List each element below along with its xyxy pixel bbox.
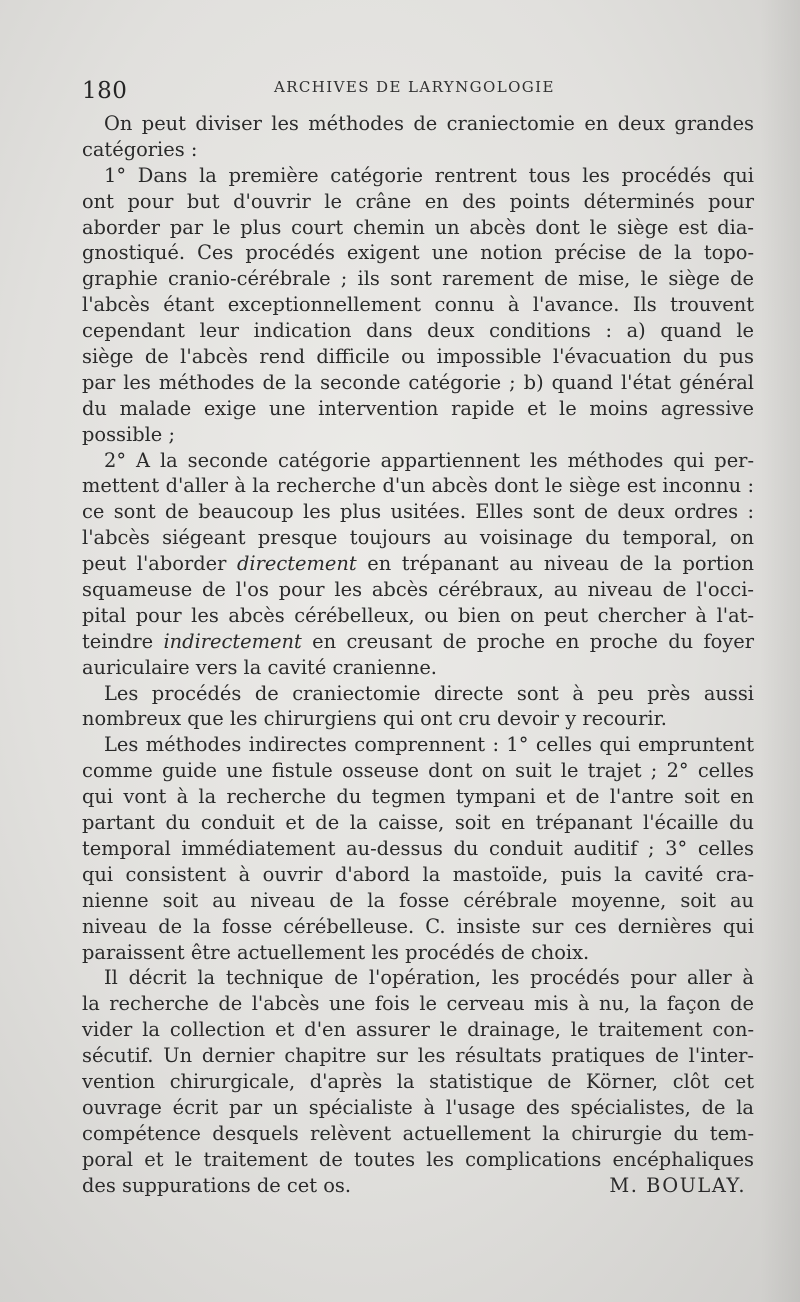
text-line: squameuse de l'os pour les abcès cérébraux, au niveau de l'occi- <box>82 578 754 602</box>
text-fragment: en creusant de proche en proche du foyer <box>312 629 754 653</box>
page-edge-shadow <box>760 0 800 1302</box>
text-line: paraissent être actuellement les procédés de choix. <box>82 940 590 964</box>
text-line: graphie cranio-cérébrale ; ils sont rarement de mise, le siège de <box>82 267 754 291</box>
text-line: aborder par le plus court chemin un abcès dont le siège est dia- <box>82 215 754 239</box>
text-line <box>82 1173 754 1199</box>
text-line: auriculaire vers la cavité cranienne. <box>82 655 437 679</box>
text-line: possible ; <box>82 422 175 446</box>
text-line: du malade exige une intervention rapide et le moins agressive <box>82 396 754 420</box>
text-line: ont pour but d'ouvrir le crâne en des points déterminés pour <box>82 189 754 213</box>
page-number: 180 <box>82 78 128 104</box>
text-line: vider la collection et d'en assurer le drainage, le traitement con- <box>82 1018 754 1042</box>
text-line: qui consistent à ouvrir d'abord la mastoïde, puis la cavité cra- <box>82 862 754 886</box>
text-line: mettent d'aller à la recherche d'un abcès dont le siège est inconnu : <box>82 474 754 498</box>
italic-term: directement <box>236 552 357 576</box>
text-line: nombreux que les chirurgiens qui ont cru devoir y recourir. <box>82 707 667 731</box>
text-line: siège de l'abcès rend difficile ou impossible l'évacuation du pus <box>82 345 754 369</box>
text-fragment: peut l'aborder <box>82 552 227 576</box>
text-line <box>82 629 754 655</box>
text-line: qui vont à la recherche du tegmen tympani et de l'antre soit en <box>82 785 754 809</box>
text-line: la recherche de l'abcès une fois le cerveau mis à nu, la façon de <box>82 992 754 1016</box>
text-line: comme guide une fistule osseuse dont on suit le trajet ; 2° celles <box>82 759 754 783</box>
text-line: ouvrage écrit par un spécialiste à l'usage des spécialistes, de la <box>82 1095 754 1119</box>
text-line <box>82 551 754 577</box>
text-line: pital pour les abcès cérébelleux, ou bien on peut chercher à l'at- <box>82 603 754 627</box>
text-line: l'abcès siégeant presque toujours au voisinage du temporal, on <box>82 526 754 550</box>
page-header <box>82 72 762 112</box>
text-line: Les méthodes indirectes comprennent : 1° celles qui empruntent <box>104 733 754 757</box>
text-line: sécutif. Un dernier chapitre sur les résultats pratiques de l'inter- <box>82 1044 754 1068</box>
text-fragment: en trépanant au niveau de la portion <box>367 552 754 576</box>
text-line: Il décrit la technique de l'opération, les procédés pour aller à <box>104 966 754 990</box>
running-title: ARCHIVES DE LARYNGOLOGIE <box>274 78 555 96</box>
text-line: 1° Dans la première catégorie rentrent tous les procédés qui <box>104 163 754 187</box>
text-line: partant du conduit et de la caisse, soit en trépanant l'écaille du <box>82 811 754 835</box>
text-line: On peut diviser les méthodes de craniectomie en deux grandes <box>104 112 754 135</box>
text-line: niveau de la fosse cérébelleuse. C. insiste sur ces dernières qui <box>82 914 754 938</box>
text-line: temporal immédiatement au-dessus du conduit auditif ; 3° celles <box>82 836 754 860</box>
text-line: ce sont de beaucoup les plus usitées. Elles sont de deux ordres : <box>82 500 754 524</box>
italic-term: indirectement <box>163 629 302 653</box>
text-line: l'abcès étant exceptionnellement connu à l'avance. Ils trouvent <box>82 293 754 317</box>
text-line: 2° A la seconde catégorie appartiennent les méthodes qui per- <box>104 448 754 472</box>
text-line: Les procédés de craniectomie directe sont à peu près aussi <box>104 681 754 705</box>
text-line: catégories : <box>82 137 198 161</box>
article-body <box>82 111 754 1198</box>
text-line: par les méthodes de la seconde catégorie ; b) quand l'état général <box>82 370 754 394</box>
text-line: cependant leur indication dans deux conditions : a) quand le <box>82 319 754 343</box>
text-line: nienne soit au niveau de la fosse cérébrale moyenne, soit au <box>82 888 754 912</box>
text-fragment: des suppurations de cet os. <box>82 1173 351 1197</box>
text-line: vention chirurgicale, d'après la statistique de Körner, clôt cet <box>82 1069 754 1093</box>
text-line: gnostiqué. Ces procédés exigent une notion précise de la topo- <box>82 241 754 265</box>
text-fragment: teindre <box>82 629 154 653</box>
author-signature: M. BOULAY. <box>609 1173 746 1197</box>
text-line: poral et le traitement de toutes les complications encéphaliques <box>82 1147 754 1171</box>
text-line: compétence desquels relèvent actuellement la chirurgie du tem- <box>82 1121 754 1145</box>
